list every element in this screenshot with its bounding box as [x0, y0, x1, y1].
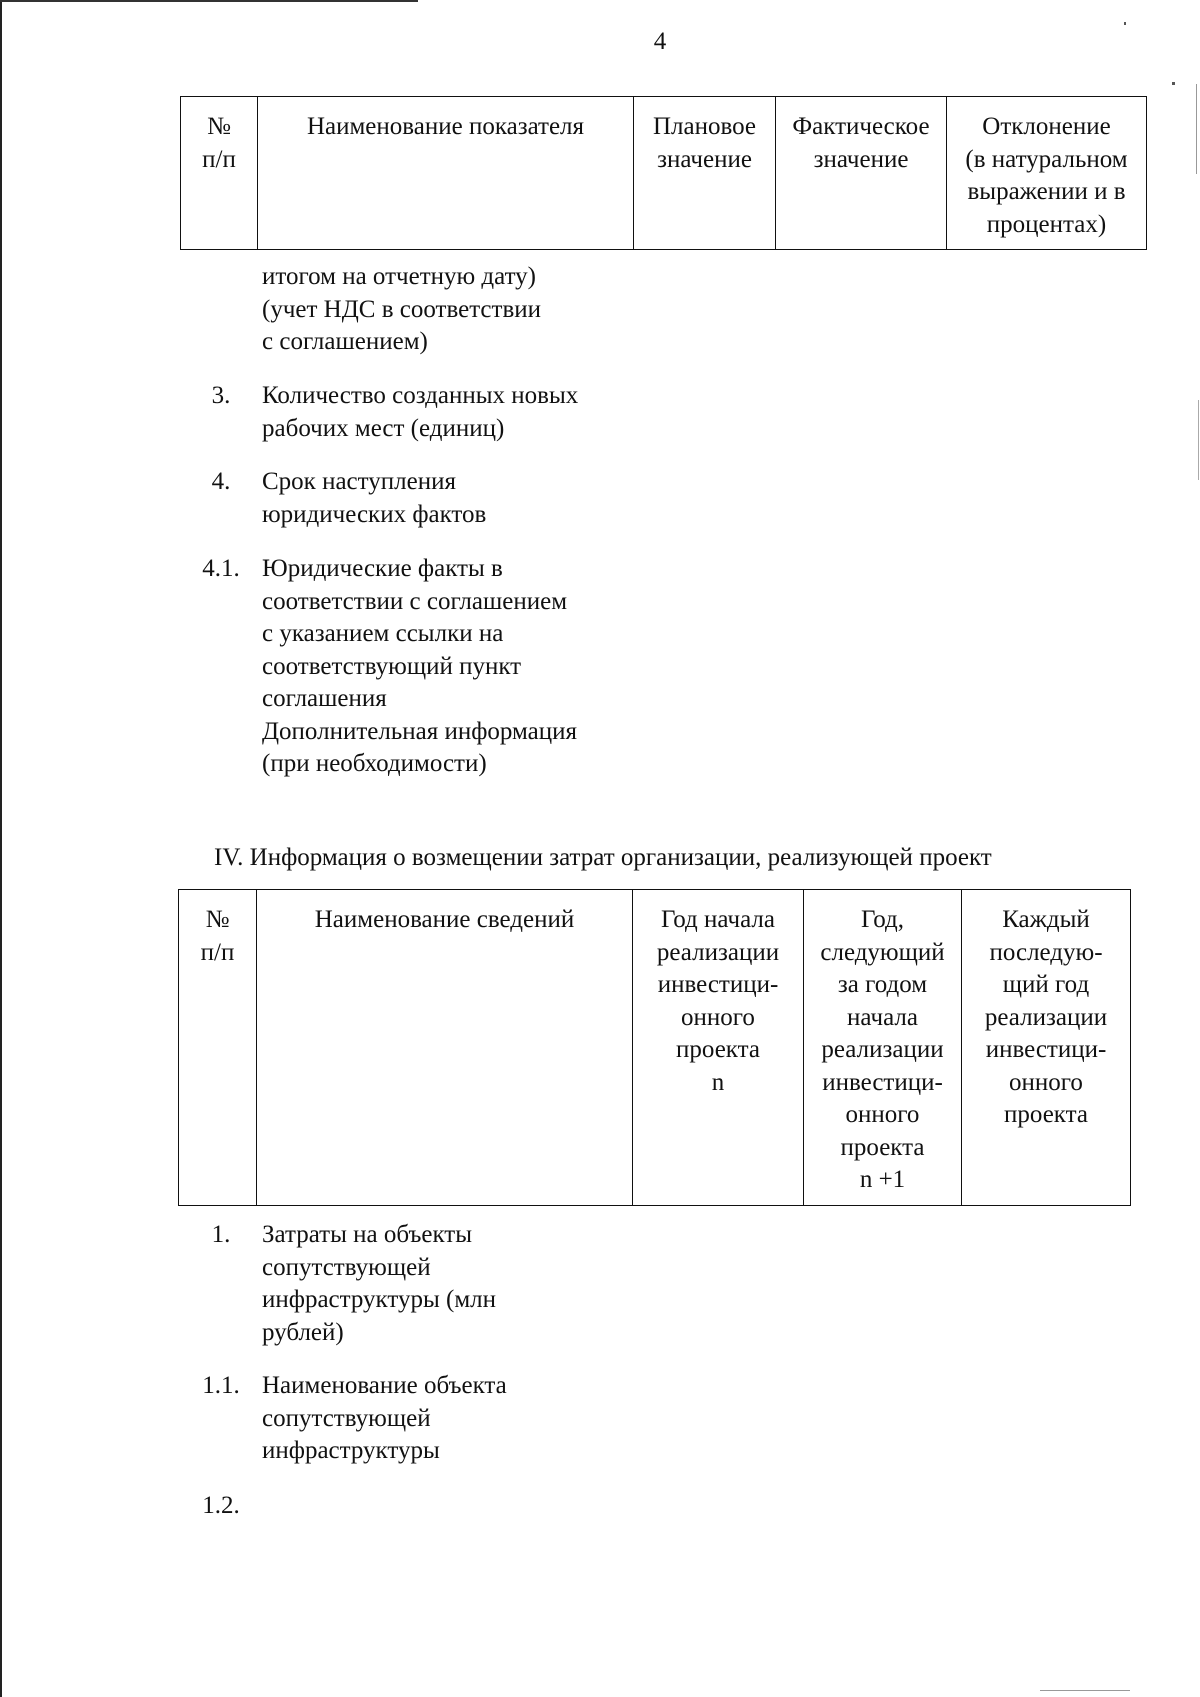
column-header-next-year: Год, следующий за годом начала реализации инвестици- онного проекта n +1 — [804, 890, 962, 1206]
scan-mark — [1196, 84, 1197, 174]
indicators-table-header — [180, 96, 1147, 250]
scan-mark — [1198, 400, 1199, 480]
row-label: Затраты на объекты сопутствующей инфраструктуры (млн рублей) — [262, 1221, 497, 1346]
row-number: 1. — [211, 1221, 231, 1248]
cost-reimbursement-table-header — [178, 889, 1131, 1206]
column-header-number: № п/п — [181, 97, 258, 250]
row-number: 3. — [211, 382, 231, 409]
scan-border-left — [0, 0, 2, 1697]
table-row — [180, 261, 780, 359]
column-header-start-year: Год начала реализации инвестици- онного проекта n — [633, 890, 804, 1206]
row-label: Юридические факты в соответствии с соглашением с указанием ссылки на соответствующий пункт соглашения Дополнительная информация (при необходимости) — [262, 555, 578, 777]
row-label: Количество созданных новых рабочих мест (единиц) — [262, 382, 579, 442]
row-number: 4. — [211, 468, 231, 495]
row-number: 4.1. — [202, 555, 240, 582]
table-row — [180, 1219, 780, 1349]
column-header-each-following-year: Каждый последую- щий год реализации инвестици- онного проекта — [962, 890, 1131, 1206]
row-label: Срок наступления юридических фактов — [262, 468, 487, 528]
column-header-info-name: Наименование сведений — [257, 890, 633, 1206]
table-header-row — [179, 890, 1131, 1206]
column-header-number: № п/п — [179, 890, 257, 1206]
scan-mark — [1124, 22, 1126, 25]
table-row — [180, 1370, 780, 1468]
table-row — [180, 1490, 780, 1523]
scan-border-top — [0, 0, 418, 2]
column-header-planned-value: Плановое значение — [634, 97, 776, 250]
scan-mark — [1172, 82, 1175, 85]
column-header-deviation: Отклонение (в натуральном выражении и в процентах) — [947, 97, 1147, 250]
row-label: итогом на отчетную дату) (учет НДС в соответствии с соглашением) — [262, 263, 542, 355]
column-header-actual-value: Фактическое значение — [776, 97, 947, 250]
row-label: Наименование объекта сопутствующей инфраструктуры — [262, 1372, 507, 1464]
table-row — [180, 466, 780, 531]
table-row — [180, 380, 780, 445]
page-number: 4 — [653, 28, 667, 55]
column-header-indicator-name: Наименование показателя — [258, 97, 634, 250]
row-number: 1.2. — [202, 1492, 240, 1519]
row-number: 1.1. — [202, 1372, 240, 1399]
section-iv-title: IV. Информация о возмещении затрат организации, реализующей проект — [214, 844, 992, 871]
scan-mark — [1040, 1690, 1130, 1691]
table-row — [180, 553, 780, 781]
table-header-row — [181, 97, 1147, 250]
